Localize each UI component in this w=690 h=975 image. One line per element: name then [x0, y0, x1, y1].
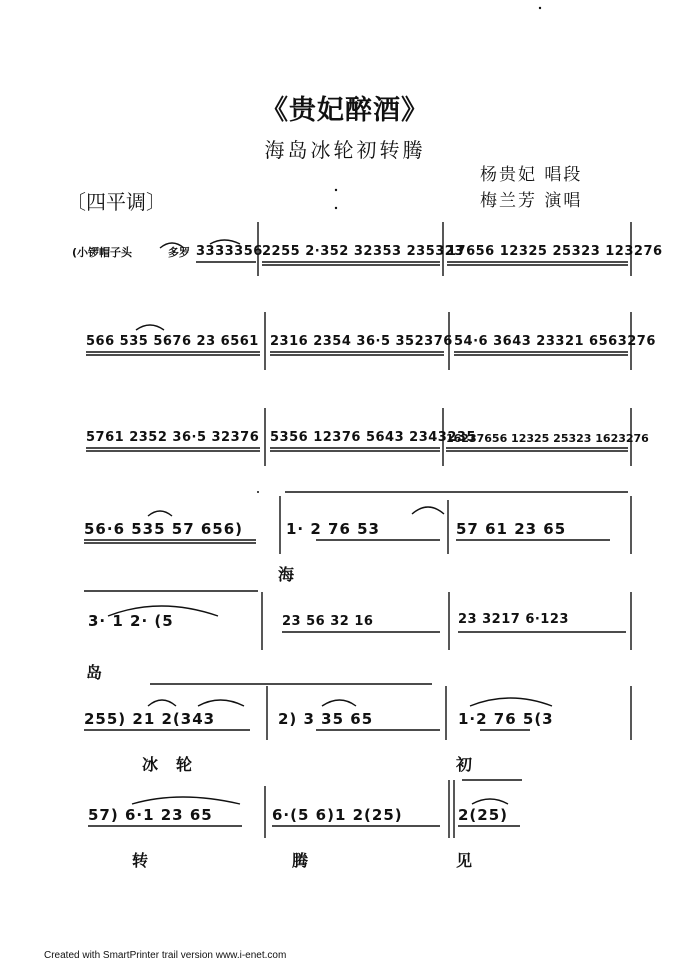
measure-r1-m3: 17656 12325 25323 123276 — [447, 244, 663, 259]
measure-r5-m2: 23 56 32 16 — [282, 614, 374, 629]
measure-r7-m2: 6·(5 6)1 2(25) — [272, 806, 403, 824]
lyric-r7-3: 见 — [456, 851, 473, 870]
lyric-r6-2: 轮 — [176, 755, 193, 774]
lyric-r6-1: 冰 — [142, 755, 159, 774]
lyric-r7-1: 转 — [132, 851, 149, 870]
measure-r5-m1: 3· 1 2· (5 — [88, 612, 174, 630]
song-subtitle: 海岛冰轮初转腾 — [264, 138, 426, 162]
footer-watermark: Created with SmartPrinter trail version www.i-enet.com — [44, 950, 287, 961]
measure-r6-m2: 2) 3 35 65 — [278, 710, 374, 728]
lyric-r6-3: 初 — [456, 755, 473, 774]
measure-r3-m3: 16237656 12325 25323 1623276 — [446, 432, 649, 445]
measure-r2-m2: 2316 2354 36·5 352376 — [270, 334, 453, 349]
song-title: 《贵妃醉酒》 — [261, 95, 429, 126]
measure-r7-m3: 2(25) — [458, 806, 509, 824]
measure-r2-m3: 54·6 3643 23321 6563276 — [454, 334, 656, 349]
measure-r2-m1: 566 535 5676 23 6561 — [86, 334, 259, 349]
intro-label: (小锣帽子头 — [72, 246, 133, 259]
measure-r6-m3: 1·2 76 5(3 — [458, 710, 554, 728]
measure-r3-m2: 5356 12376 5643 2343235 — [270, 430, 476, 445]
lyric-r4-1: 海 — [278, 565, 295, 584]
measure-r5-m3: 23 3217 6·123 — [458, 612, 569, 627]
measure-r4-m3: 57 61 23 65 — [456, 520, 567, 538]
measure-r6-m1: 255) 21 2(343 — [84, 710, 216, 728]
measure-r7-m1: 57) 6·1 23 65 — [88, 806, 213, 824]
measure-r4-m1: 56·6 535 57 656) — [84, 520, 244, 538]
performer-credit: 梅兰芳 演唱 — [480, 191, 583, 211]
role-credit: 杨贵妃 唱段 — [480, 165, 583, 185]
measure-r1-m1: 3333356 — [196, 244, 263, 259]
mode-label: 〔四平调〕 — [66, 190, 166, 214]
measure-r4-m2: 1· 2 76 53 — [286, 520, 380, 538]
duoluo-label: 多罗 — [168, 246, 190, 259]
measure-r3-m1: 5761 2352 36·5 32376 — [86, 430, 260, 445]
measure-r1-m2: 2255 2·352 32353 235323 — [262, 244, 464, 259]
lyric-r5-1: 岛 — [86, 663, 103, 682]
lyric-r7-2: 腾 — [292, 851, 309, 870]
